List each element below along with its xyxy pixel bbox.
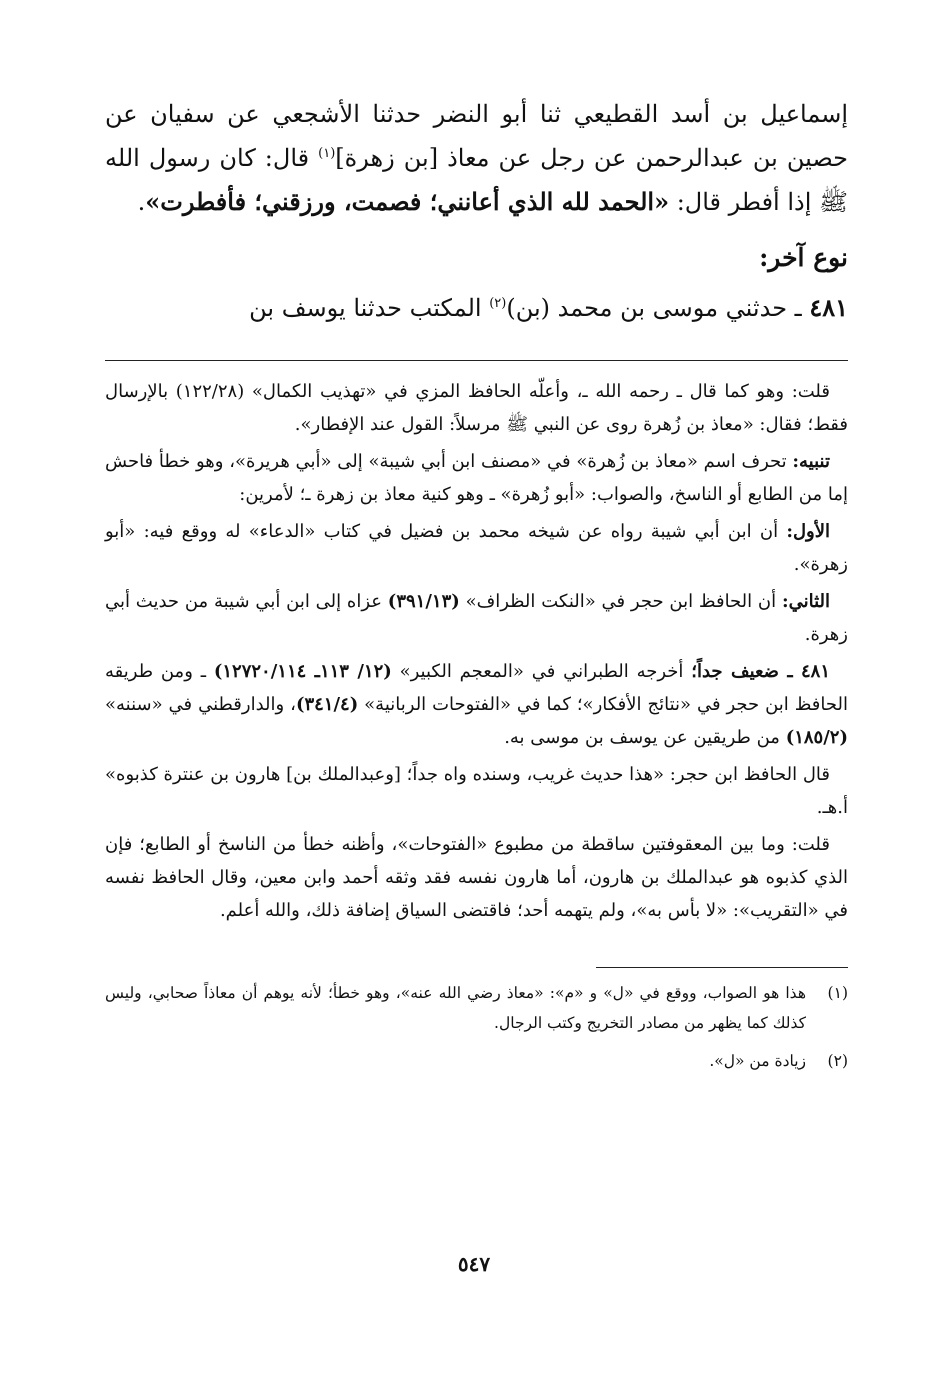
hadith-quote: «الحمد لله الذي أعانني؛ فصمت، ورزقني؛ فأفطرت» — [145, 187, 670, 216]
chain-text-continued: المكتب حدثنا يوسف بن — [249, 294, 490, 322]
hadith-number: ٤٨١ — [809, 293, 848, 322]
footnote-ref-2[interactable]: (٢) — [489, 296, 507, 311]
footnotes — [105, 978, 848, 1076]
chain-text-continued: قال: كان رسول الله ﷺ إذا أفطر قال: — [105, 144, 848, 216]
commentary-takhrij — [105, 655, 848, 754]
hadith-paragraph — [105, 92, 848, 224]
takhrij-text-2: ـ ومن طريقه الحافظ ابن حجر في «نتائج الأفكار»؛ كما في «الفتوحات الربانية» — [105, 661, 849, 715]
page-body — [105, 92, 848, 1076]
footnote-number: (١) — [827, 984, 848, 1002]
main-text — [105, 92, 848, 330]
period: . — [137, 188, 146, 216]
commentary-second-reason — [105, 585, 848, 651]
commentary-divider — [105, 360, 848, 361]
footnote-1 — [105, 978, 848, 1038]
note-text: تحرف اسم «معاذ بن زُهرة» في «مصنف ابن أبي شيبة» إلى «أبي هريرة»، وهو خطأ فاحش إما من الطابع أو الناسخ، والصواب: «أبو زُهرة» ـ وهو كنية معاذ بن زهرة ـ؛ لأمرين: — [105, 451, 848, 505]
takhrij-text-4: من طريقين عن يوسف بن موسى به. — [504, 727, 786, 748]
commentary-ibn-hajar: قال الحافظ ابن حجر: «هذا حديث غريب، وسنده واه جداً؛ [وعبدالملك بن] هارون بن عنترة كذبوه» أ.هـ. — [105, 764, 848, 818]
chain-text: ـ حدثني موسى بن محمد (بن) — [506, 294, 810, 322]
commentary-paragraph-1: قلت: وهو كما قال ـ رحمه الله ـ، وأعلّه الحافظ المزي في «تهذيب الكمال» (١٢٢/٢٨) بالإرسال فقط؛ فقال: «معاذ بن زُهرة روى عن النبي ﷺ مرسلاً: القول عند الإفطار». — [105, 381, 848, 435]
hadith-number: ٤٨١ — [801, 661, 831, 682]
volume-page-ref: (١٨٥/٢) — [785, 727, 848, 748]
footnote-number: (٢) — [827, 1052, 848, 1070]
commentary-conclusion: قلت: وما بين المعقوفتين ساقطة من مطبوع «الفتوحات»، وأظنه خطأ من الناسخ أو الطابع؛ فإن الذي كذبوه هو عبدالملك بن هارون، أما هارون نفسه فقد وثقه أحمد وابن معين، وقال الحافظ نفسه في «التقريب»: «لا بأس به»، ولم يتهمه أحد؛ فاقتضى السياق إضافة ذلك، والله أعلم. — [105, 834, 848, 921]
note-label: تنبيه: — [792, 451, 830, 472]
section-heading: نوع آخر: — [759, 243, 848, 272]
commentary — [105, 375, 848, 927]
hadith-481 — [105, 286, 848, 330]
footnotes-divider — [596, 967, 848, 968]
takhrij-text-3: ، والدارقطني في «سننه» — [105, 694, 296, 715]
footnote-2 — [105, 1046, 848, 1076]
second-text: أن الحافظ ابن حجر في «النكت الظراف» — [459, 591, 782, 612]
footnote-ref-1[interactable]: (١) — [318, 146, 336, 161]
first-text: أن ابن أبي شيبة رواه عن شيخه محمد بن فضيل في كتاب «الدعاء» له ووقع فيه: «أبو زهرة». — [105, 521, 848, 575]
volume-page-ref: (٣٩١/١٣) — [387, 591, 460, 612]
page-number: ٥٤٧ — [457, 1252, 491, 1276]
second-label: الثاني: — [781, 591, 830, 612]
first-label: الأول: — [786, 521, 830, 542]
commentary-note — [105, 445, 848, 511]
takhrij-text: أخرجه الطبراني في «المعجم الكبير» — [391, 661, 692, 682]
footnote-text: هذا هو الصواب، ووقع في «ل» و «م»: «معاذ رضي الله عنه»، وهو خطأ؛ لأنه يوهم أن معاذاً صحابي، وليس كذلك كما يظهر من مصادر التخريج وكتب الرجال. — [105, 984, 806, 1032]
commentary-first-reason — [105, 515, 848, 581]
volume-page-ref: (١٢/ ١١٣ـ ١٢٧٢٠/١١٤) — [213, 661, 392, 682]
volume-page-ref: (٣٤١/٤) — [295, 694, 359, 715]
chain-text: إسماعيل بن أسد القطيعي ثنا أبو النضر حدثنا الأشجعي عن سفيان عن حصين بن عبدالرحمن عن رجل عن معاذ [بن زهرة] — [105, 100, 848, 172]
grading-label: ـ ضعيف جداً؛ — [691, 661, 801, 682]
footnote-text: زيادة من «ل». — [709, 1052, 806, 1070]
second-text-continued: عزاه إلى ابن أبي شيبة من حديث أبي زهرة. — [105, 591, 848, 645]
